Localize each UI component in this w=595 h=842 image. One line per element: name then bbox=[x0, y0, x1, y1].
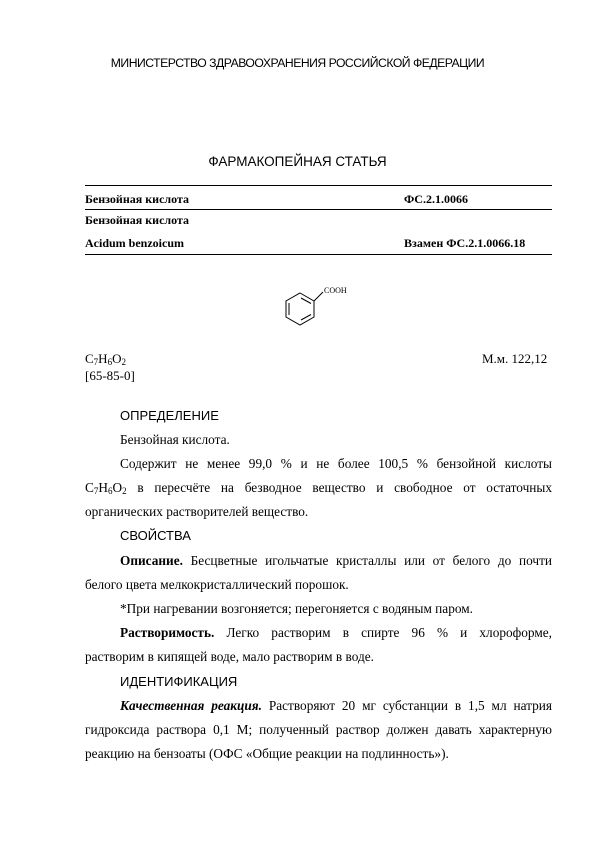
qualitative-line3: реакцию на бензоаты (ОФС «Общие реакции на подлинность»). bbox=[85, 746, 449, 761]
top-rule bbox=[85, 185, 552, 186]
carboxyl-label: COOH bbox=[324, 286, 347, 295]
note-sublimation: *При нагревании возгоняется; перегоняется с водяным паром. bbox=[120, 601, 473, 616]
benzene-ring bbox=[286, 293, 314, 325]
carboxyl-bond bbox=[314, 292, 323, 301]
monograph-number: ФС.2.1.0066 bbox=[404, 192, 468, 206]
definition-p2-line3: органических растворителей вещество. bbox=[85, 504, 309, 519]
description-line2: белого цвета мелкокристаллический порошок. bbox=[85, 577, 349, 592]
monograph-name-ru-2: Бензойная кислота bbox=[85, 213, 190, 227]
benzene-ring-diagram bbox=[268, 280, 368, 340]
definition-text bbox=[85, 428, 552, 524]
properties-text bbox=[85, 549, 552, 669]
monograph-name-latin: Acidum benzoicum bbox=[85, 236, 184, 250]
definition-p2-line1: Содержит не менее 99,0 % и не более 100,5 % бензойной кислоты bbox=[120, 456, 552, 471]
definition-p2-line2: $C_7H_6O_2$ в пересчёте на безводное вещество и свободное от остаточных bbox=[85, 480, 552, 496]
bottom-rule bbox=[85, 254, 552, 255]
ministry-header: МИНИСТЕРСТВО ЗДРАВООХРАНЕНИЯ РОССИЙСКОЙ ФЕДЕРАЦИИ bbox=[110, 56, 485, 70]
structural-formula bbox=[268, 280, 368, 340]
definition-p1: Бензойная кислота. bbox=[120, 432, 230, 447]
monograph-name-ru-1: Бензойная кислота bbox=[85, 192, 190, 206]
cas-number: [65-85-0] bbox=[85, 368, 135, 383]
description-line1: Описание. Бесцветные игольчатые кристаллы или от белого до почти bbox=[120, 553, 552, 568]
identification-text bbox=[85, 694, 552, 766]
section-heading-definition: ОПРЕДЕЛЕНИЕ bbox=[120, 408, 219, 423]
monograph-replaces: Взамен ФС.2.1.0066.18 bbox=[404, 236, 526, 250]
section-heading-properties: СВОЙСТВА bbox=[120, 528, 191, 543]
section-heading-identification: ИДЕНТИФИКАЦИЯ bbox=[120, 674, 238, 689]
solubility-line2: растворим в кипящей воде, мало растворим в воде. bbox=[85, 649, 374, 664]
molecular-formula: $C_7H_6O_2$ bbox=[85, 351, 126, 367]
qualitative-line1: Качественная реакция. Растворяют 20 мг субстанции в 1,5 мл натрия bbox=[120, 698, 552, 713]
qualitative-line2: гидроксида раствора 0,1 М; полученный раствор должен давать характерную bbox=[85, 722, 552, 737]
article-type-title: ФАРМАКОПЕЙНАЯ СТАТЬЯ bbox=[208, 154, 387, 169]
molar-mass: М.м. 122,12 bbox=[482, 351, 548, 366]
rule-after-number bbox=[85, 209, 552, 210]
solubility-line1: Растворимость. Легко растворим в спирте 96 % и хлороформе, bbox=[120, 625, 552, 640]
